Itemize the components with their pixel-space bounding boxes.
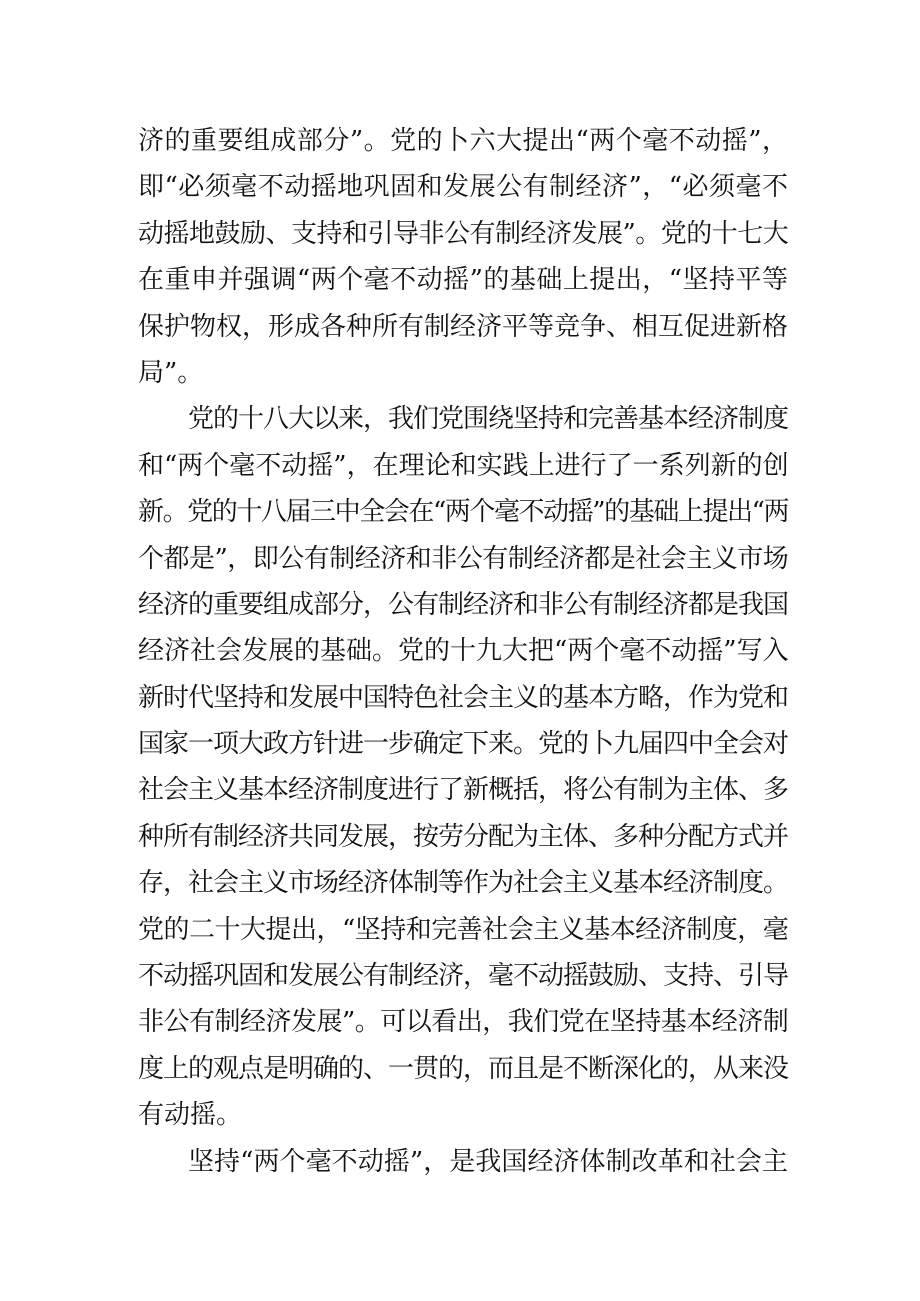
text-line: 非公有制经济发展”。可以看出，我们党在坚持基本经济制 xyxy=(138,1007,789,1038)
document-body xyxy=(138,118,788,1185)
text-line: 济的重要组成部分”。党的卜六大提出“两个毫不动摇”， xyxy=(138,126,788,156)
text-line: 国家一项大政方针进一步确定下来。党的卜九届四中全会对 xyxy=(138,729,789,760)
text-line: 在重申并强调“两个毫不动摇”的基础上提出，“坚持平等 xyxy=(138,265,788,296)
text-line: 经济的重要组成部分，公有制经济和非公有制经济都是我国 xyxy=(138,589,789,620)
text-line: 新。党的十八届三中全会在“两个毫不动摇”的基础上提出“两 xyxy=(138,497,788,528)
paragraph-3 xyxy=(138,1139,788,1185)
text-line: 动摇地鼓励、支持和引导非公有制经济发展”。党的十七大 xyxy=(138,218,789,249)
text-line: 局”。 xyxy=(138,357,204,388)
text-line: 坚持“两个毫不动摇”，是我国经济体制改革和社会主 xyxy=(188,1146,788,1177)
text-line: 和“两个毫不动摇”，在理论和实践上进行了一系列新的创 xyxy=(138,450,789,481)
text-line: 即“必须毫不动摇地巩固和发展公有制经济”，“必须毫不 xyxy=(138,172,788,203)
text-line: 度上的观点是明确的、一贯的，而且是不断深化的，从来没 xyxy=(138,1053,789,1084)
text-line: 党的二十大提出，“坚持和完善社会主义基本经济制度，毫 xyxy=(138,914,789,945)
paragraph-1 xyxy=(138,118,788,396)
text-line: 党的十八大以来，我们党围绕坚持和完善基本经济制度 xyxy=(188,404,789,435)
text-line: 经济社会发展的基础。党的十九大把“两个毫不动摇”写入 xyxy=(138,636,789,667)
text-line: 个都是”，即公有制经济和非公有制经济都是社会主义市场 xyxy=(138,543,789,574)
text-line: 保护物权，形成各种所有制经济平等竞争、相互促进新格 xyxy=(138,311,789,342)
text-line: 有动摇。 xyxy=(138,1100,243,1131)
text-line: 不动摇巩固和发展公有制经济，毫不动摇鼓励、支持、引导 xyxy=(138,961,789,992)
text-line: 社会主义基本经济制度进行了新概括，将公有制为主体、多 xyxy=(138,775,789,806)
text-line: 新时代坚持和发展中国特色社会主义的基本方略，作为党和 xyxy=(138,682,789,713)
text-line: 种所有制经济共同发展，按劳分配为主体、多种分配方式并 xyxy=(138,821,789,852)
paragraph-2 xyxy=(138,396,788,1138)
text-line: 存，社会主义市场经济体制等作为社会主义基本经济制度。 xyxy=(138,868,789,899)
